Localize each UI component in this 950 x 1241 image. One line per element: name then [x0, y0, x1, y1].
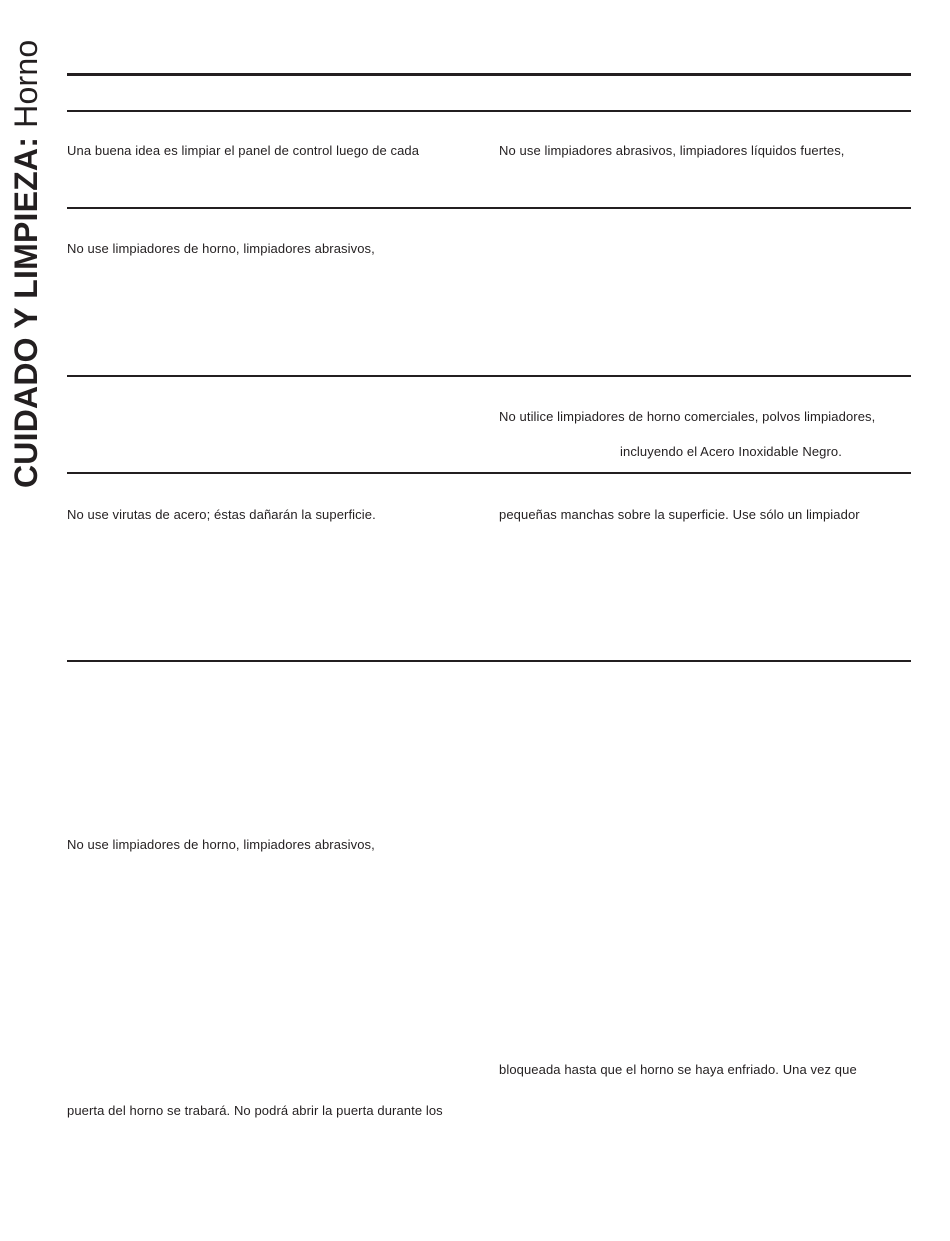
stainless-right-text-2: incluyendo el Acero Inoxidable Negro. — [620, 444, 842, 459]
control-panel-left-text: Una buena idea es limpiar el panel de control luego de cada — [67, 143, 420, 158]
oven-interior-right-text-1: bloqueada hasta que el horno se haya enfriado. Una vez que — [499, 1062, 857, 1077]
title-bold: CUIDADO Y LIMPIEZA: — [8, 136, 44, 488]
control-panel-right-text: No use limpiadores abrasivos, limpiadores líquidos fuertes, — [499, 143, 845, 158]
side-title — [6, 40, 46, 488]
section-divider — [67, 207, 911, 209]
top-rule — [67, 73, 911, 76]
stainless-right-text-1: No utilice limpiadores de horno comerciales, polvos limpiadores, — [499, 409, 876, 424]
section-divider — [67, 660, 911, 662]
surface-right-text: pequeñas manchas sobre la superficie. Use sólo un limpiador — [499, 507, 860, 522]
oven-interior-left-text-2: puerta del horno se trabará. No podrá abrir la puerta durante los — [67, 1103, 443, 1118]
section-divider — [67, 375, 911, 377]
section-divider — [67, 110, 911, 112]
section-divider — [67, 472, 911, 474]
surface-left-text: No use virutas de acero; éstas dañarán la superficie. — [67, 507, 376, 522]
title-light: Horno — [8, 39, 44, 137]
side-title-text — [6, 40, 46, 488]
oven-interior-left-text-1: No use limpiadores de horno, limpiadores abrasivos, — [67, 837, 375, 852]
exterior-left-text: No use limpiadores de horno, limpiadores abrasivos, — [67, 241, 375, 256]
